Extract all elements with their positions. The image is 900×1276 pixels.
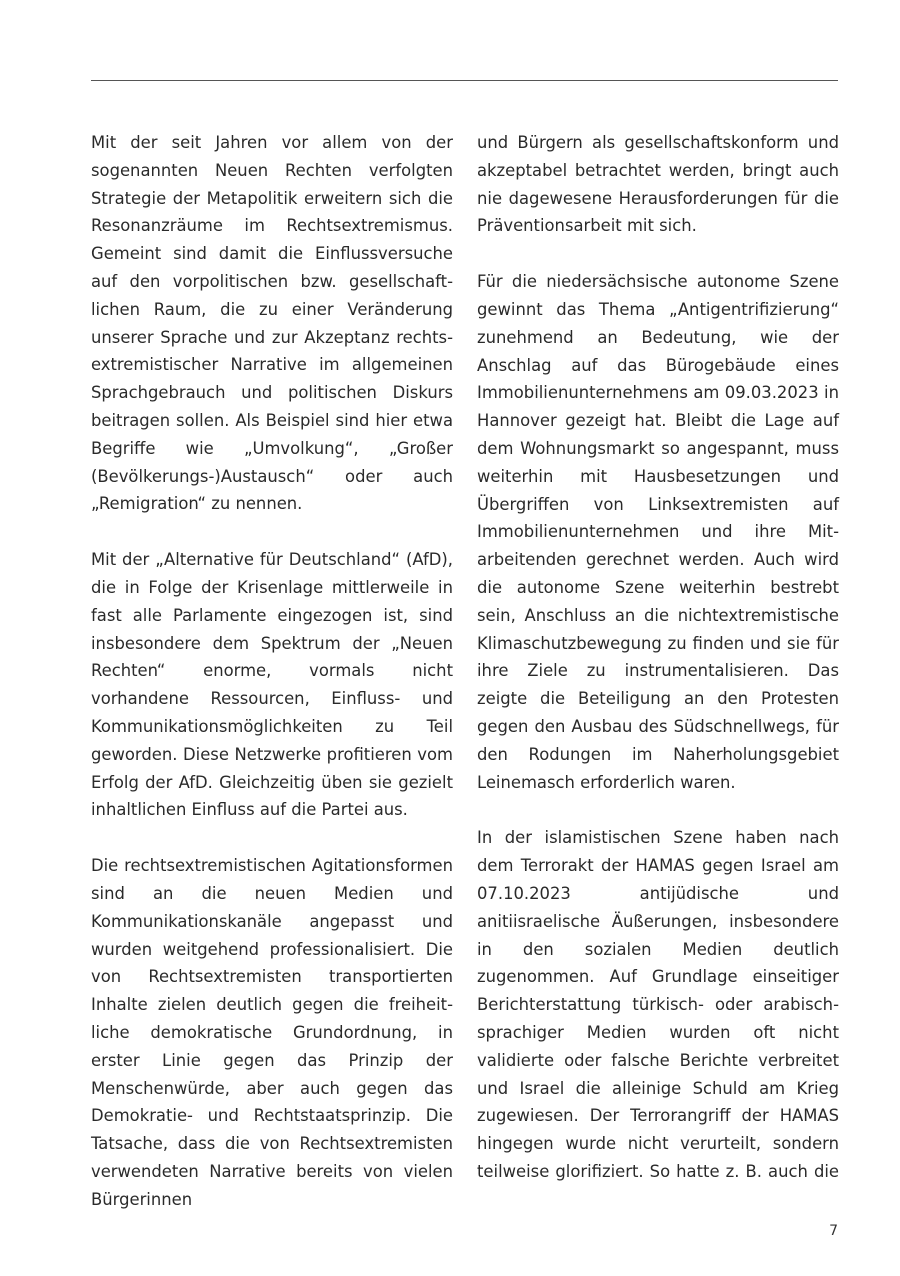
header-rule (91, 80, 838, 81)
paragraph-afd: Mit der „Alternative für Deutschland“ (AfD), die in Folge der Krisenlage mittlerweile in fast alle Parlamente eingezogen ist, sind insbesondere dem Spektrum der „Neuen Rechten“ enorme, vormals nicht vorhandene Ressourcen, Einfluss- und Kommunikationsmöglichkeiten zu Teil geworden. Diese Netzwerke profitieren vom Erfolg der AfD. Gleichzeitig üben sie gezielt inhaltlichen Einfluss auf die Partei aus. (91, 550, 453, 820)
paragraph-metapolitik: Mit der seit Jahren vor allem von der sogenannten Neuen Rechten verfolgten Strategie der Metapolitik erweitern sich die Resonanzräume im Rechtsextremismus. Gemeint sind damit die Einflussversuche auf den vorpolitischen bzw. gesellschaftlichen Raum, die zu einer Veränderung unserer Sprache und zur Akzeptanz rechtsextremistischer Narrative im allgemeinen Sprachgebrauch und politischen Diskurs beitragen sollen. Als Beispiel sind hier etwa Begriffe wie „Umvolkung“, „Großer (Bevölkerungs-)Austausch“ oder auch „Remigration“ zu nennen. (91, 133, 453, 514)
paragraph-praevention: und Bürgern als gesellschaftskonform und akzeptabel betrachtet werden, bringt auch nie dagewesene Herausforderungen für die Präventionsarbeit mit sich. (477, 133, 839, 236)
paragraph-agitationsformen: Die rechtsextremistischen Agitationsformen sind an die neuen Medien und Kommunikationskanäle angepasst und wurden weitgehend professionalisiert. Die von Rechtsextremisten transportierten Inhalte zielen deutlich gegen die freiheitliche demokratische Grundordnung, in erster Linie gegen das Prinzip der Menschenwürde, aber auch gegen das Demokratie- und Rechtstaatsprinzip. Die Tatsache, dass die von Rechtsextremisten verwendeten Narrative bereits von vielen Bürgerinnen (91, 856, 453, 1209)
paragraph-autonome-szene: Für die niedersächsische autonome Szene gewinnt das Thema „Antigentrifizierung“ zunehmend an Bedeutung, wie der Anschlag auf das Bürogebäude eines Immobilienunternehmens am 09.03.2023 in Hannover gezeigt hat. Bleibt die Lage auf dem Wohnungsmarkt so angespannt, muss weiterhin mit Hausbesetzungen und Übergriffen von Linksextremisten auf Immobilienunternehmen und ihre Mitarbeitenden gerechnet werden. Auch wird die autonome Szene weiterhin bestrebt sein, Anschluss an die nichtextremistische Klimaschutzbewegung zu finden und sie für ihre Ziele zu instrumentalisieren. Das zeigte die Beteiligung an den Protesten gegen den Ausbau des Südschnellwegs, für den Rodungen im Naherholungsgebiet Leinemasch erforderlich waren. (477, 272, 839, 792)
right-column (477, 129, 839, 1214)
paragraph-islamistische-szene: In der islamistischen Szene haben nach dem Terrorakt der HAMAS gegen Israel am 07.10.2023 antijüdische und anitiisraelische Äußerungen, insbesondere in den sozialen Medien deutlich zugenommen. Auf Grundlage einseitiger Berichterstattung türkisch- oder arabischsprachiger Medien wurden oft nicht validierte oder falsche Berichte verbreitet und Israel die alleinige Schuld am Krieg zugewiesen. Der Terrorangriff der HAMAS hingegen wurde nicht verurteilt, sondern teilweise glorifiziert. So hatte z. B. auch die (477, 828, 839, 1181)
page-number: 7 (829, 1223, 838, 1239)
left-column (91, 129, 453, 1241)
